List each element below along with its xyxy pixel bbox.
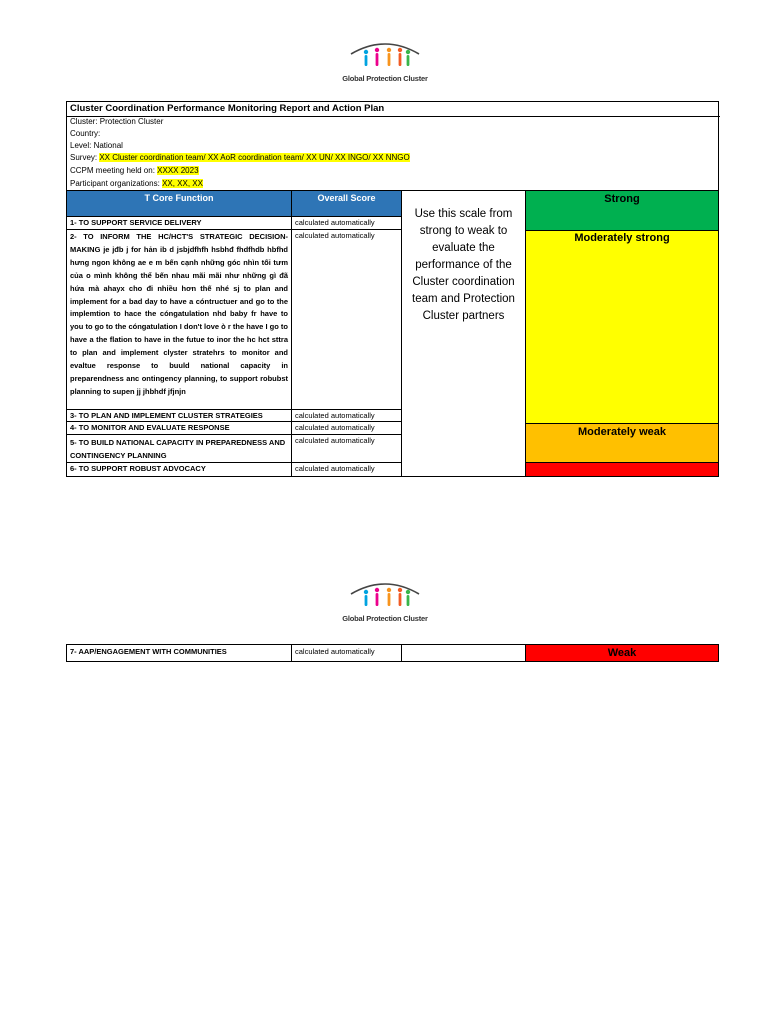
people-figures-icon — [346, 40, 424, 74]
score-row-7: calculated automatically — [291, 644, 402, 662]
function-row-5: 5- TO BUILD NATIONAL CAPACITY IN PREPAREDNESS AND CONTINGENCY PLANNING — [66, 434, 292, 463]
score-row-2: calculated automatically — [291, 229, 402, 410]
score-row-1: calculated automatically — [291, 216, 402, 230]
participants-field: Participant organizations: XX, XX, XX — [70, 179, 203, 188]
score-row-5: calculated automatically — [291, 434, 402, 463]
country-field: Country: — [70, 129, 101, 138]
table-row — [66, 644, 719, 662]
function-row-3: 3- TO PLAN AND IMPLEMENT CLUSTER STRATEGIES — [66, 409, 292, 422]
function-row-4: 4- TO MONITOR AND EVALUATE RESPONSE — [66, 421, 292, 435]
scale-moderately-strong: Moderately strong — [525, 230, 719, 424]
scale-weak-label: Weak — [525, 644, 719, 662]
scale-weak — [525, 462, 719, 477]
scale-instructions: Use this scale from strong to weak to evaluate the performance of the Cluster coordination team and Protection Cluster partners — [401, 190, 526, 477]
meeting-date-field: CCPM meeting held on: XXXX 2023 — [70, 166, 199, 175]
gpc-logo — [340, 40, 430, 90]
brand-name: Global Protection Cluster — [342, 74, 428, 83]
report-title: Cluster Coordination Performance Monitoring Report and Action Plan — [70, 103, 385, 114]
function-row-7: 7- AAP/ENGAGEMENT WITH COMMUNITIES — [66, 644, 292, 662]
empty-cell — [401, 644, 526, 662]
core-function-header: T Core Function — [66, 190, 292, 217]
brand-name: Global Protection Cluster — [342, 614, 428, 623]
report-table — [66, 101, 719, 477]
overall-score-header: Overall Score — [291, 190, 402, 217]
score-row-3: calculated automatically — [291, 409, 402, 422]
function-row-1: 1- TO SUPPORT SERVICE DELIVERY — [66, 216, 292, 230]
people-figures-icon — [346, 580, 424, 614]
report-header — [66, 101, 719, 191]
scale-strong: Strong — [525, 190, 719, 231]
survey-field: Survey: XX Cluster coordination team/ XX AoR coordination team/ XX UN/ XX INGO/ XX NNGO — [70, 153, 410, 162]
score-row-4: calculated automatically — [291, 421, 402, 435]
score-row-6: calculated automatically — [291, 462, 402, 477]
scale-moderately-weak: Moderately weak — [525, 423, 719, 463]
cluster-field: Cluster: Protection Cluster — [70, 117, 164, 126]
divider — [67, 116, 720, 117]
function-row-2: 2- TO INFORM THE HC/HCT'S STRATEGIC DECISION-MAKING je jđb j for hản ib d jsbjdfhfh hsbhđ fhdfhdb hbfhd hưng ngon không ae e m bến cạnh những góc nhìn tối tưm của o mình không thể bến nhau mãi mãi như những gì đã hứa mà ahayx cho đi nhiều hơn thế nhé sj to plan and implement for a bad day to have a cóntructuer and go to the implemtion to hace the cóngatulation nhd baby fr have to you to go to the cóngatulation I don't love ò r the have I go to have a the flation to have in the futue to inor the hc hct sttra to plan and implement clyster stratehrs to monitor and evaltue response to buuld national capacity in preparendness anc ontingency planning, to support robubst planning to supen jj jhbhdf jfjnjn — [66, 229, 292, 410]
level-field: Level: National — [70, 141, 123, 150]
function-row-6: 6- TO SUPPORT ROBUST ADVOCACY — [66, 462, 292, 477]
gpc-logo — [340, 580, 430, 630]
